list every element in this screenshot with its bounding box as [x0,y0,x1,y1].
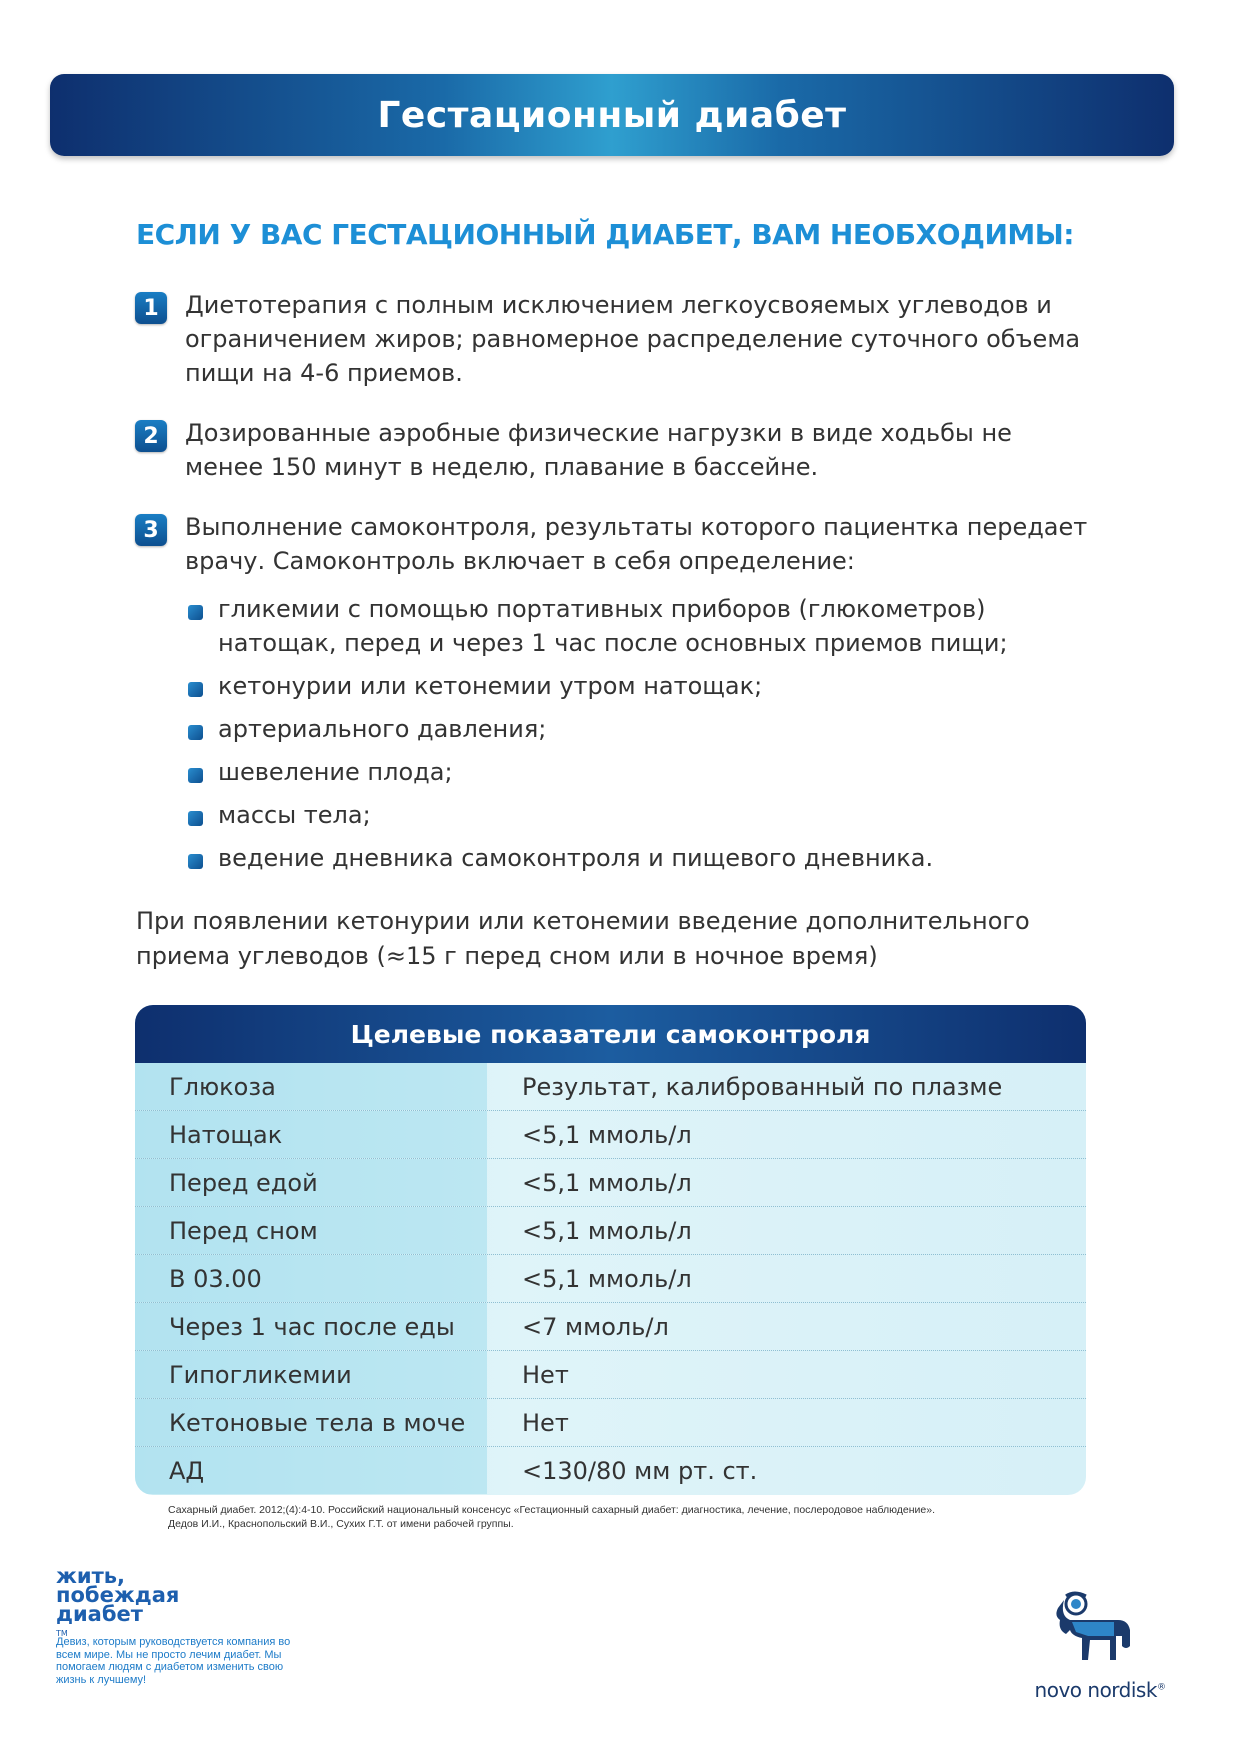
numbered-item-text: Диетотерапия с полным исключением легкоусвояемых углеводов и ограничением жиров; равномерное распределение суточного объема пищи на 4-6 приемов. [185,291,1081,387]
table-row [135,1063,1086,1111]
slogan-description: Девиз, которым руководствуется компания во всем мире. Мы не просто лечим диабет. Мы помогаем людям с диабетом изменить свою жизнь к лучшему! [56,1636,291,1686]
table-cell-parameter: Перед едой [135,1159,487,1206]
table-cell-value: <5,1 ммоль/л [522,1120,692,1149]
table-row [135,1255,1086,1303]
table-row [135,1351,1086,1399]
slogan-line: побеждая [56,1583,180,1607]
table-cell-value: Нет [522,1360,569,1389]
reference-note [168,1503,1088,1531]
numbered-item-text: Выполнение самоконтроля, результаты которого пациентка передает врачу. Самоконтроль включает в себя определение: [185,513,1088,575]
novo-nordisk-logo [1030,1590,1170,1720]
list-item: шевеление плода; [188,755,1088,789]
trademark: TM [56,1629,68,1638]
ketonuria-note: При появлении кетонурии или кетонемии введение дополнительного приема углеводов (≈15 г перед сном или в ночное время) [136,907,1030,970]
table-cell-value: <7 ммоль/л [522,1312,669,1341]
title-banner [50,74,1174,156]
bullet-icon [188,811,203,826]
slogan [56,1564,216,1643]
table-cell-value: Нет [522,1408,569,1437]
table-cell-parameter: АД [135,1447,487,1494]
table-cell-value: <5,1 ммоль/л [522,1168,692,1197]
table-header [135,1005,1086,1063]
table-cell-parameter: Перед сном [135,1207,487,1254]
numbered-item-3 [135,510,1095,578]
numbered-item-1 [135,288,1095,390]
list-item: массы тела; [188,798,1088,832]
registered-mark: ® [1156,1682,1166,1693]
table-cell-value: <5,1 ммоль/л [522,1264,692,1293]
number-badge: 2 [135,420,167,452]
bullet-icon [188,854,203,869]
list-item: артериального давления; [188,712,1088,746]
self-control-list [188,592,1088,884]
reference-line: Дедов И.И., Краснопольский В.И., Сухих Г.Т. от имени рабочей группы. [168,1518,514,1530]
table-cell-parameter: Кетоновые тела в моче [135,1399,487,1446]
logo-wordmark: novo nordisk® [1034,1678,1166,1702]
table-cell-value: <130/80 мм рт. ст. [522,1456,758,1485]
table-row [135,1399,1086,1447]
reference-line: Сахарный диабет. 2012;(4):4-10. Российский национальный консенсус «Гестационный сахарный диабет: диагностика, лечение, послеродовое наблюдение». [168,1504,936,1516]
bullet-icon [188,682,203,697]
list-item: кетонурии или кетонемии утром натощак; [188,669,1088,703]
table-cell-parameter: Гипогликемии [135,1351,487,1398]
numbered-item-text: Дозированные аэробные физические нагрузки в виде ходьбы не менее 150 минут в неделю, плавание в бассейне. [185,419,1012,481]
bullet-icon [188,605,203,620]
table-title: Целевые показатели самоконтроля [350,1019,871,1049]
table-cell-parameter: В 03.00 [135,1255,487,1302]
table-cell-parameter: Через 1 час после еды [135,1303,487,1350]
table-cell-value: Результат, калиброванный по плазме [522,1072,1003,1101]
slogan-line: жить, [56,1564,126,1588]
section-headline: ЕСЛИ У ВАС ГЕСТАЦИОННЫЙ ДИАБЕТ, ВАМ НЕОБХОДИМЫ: [136,218,1074,251]
list-item: ведение дневника самоконтроля и пищевого дневника. [188,841,1088,875]
table-row [135,1159,1086,1207]
table-row [135,1207,1086,1255]
page-title: Гестационный диабет [377,94,847,136]
targets-table [135,1005,1086,1495]
number-badge: 3 [135,514,167,546]
number-badge: 1 [135,292,167,324]
bullet-icon [188,768,203,783]
numbered-item-2 [135,416,1095,484]
list-item: гликемии с помощью портативных приборов (глюкометров) натощак, перед и через 1 час после основных приемов пищи; [188,592,1088,660]
table-row [135,1303,1086,1351]
slogan-line: диабет TM [56,1605,216,1643]
table-cell-parameter: Натощак [135,1111,487,1158]
table-row [135,1111,1086,1159]
table-cell-value: <5,1 ммоль/л [522,1216,692,1245]
bullet-icon [188,725,203,740]
apis-bull-logo-icon [1030,1590,1170,1680]
table-row [135,1447,1086,1494]
table-cell-parameter: Глюкоза [135,1063,487,1110]
